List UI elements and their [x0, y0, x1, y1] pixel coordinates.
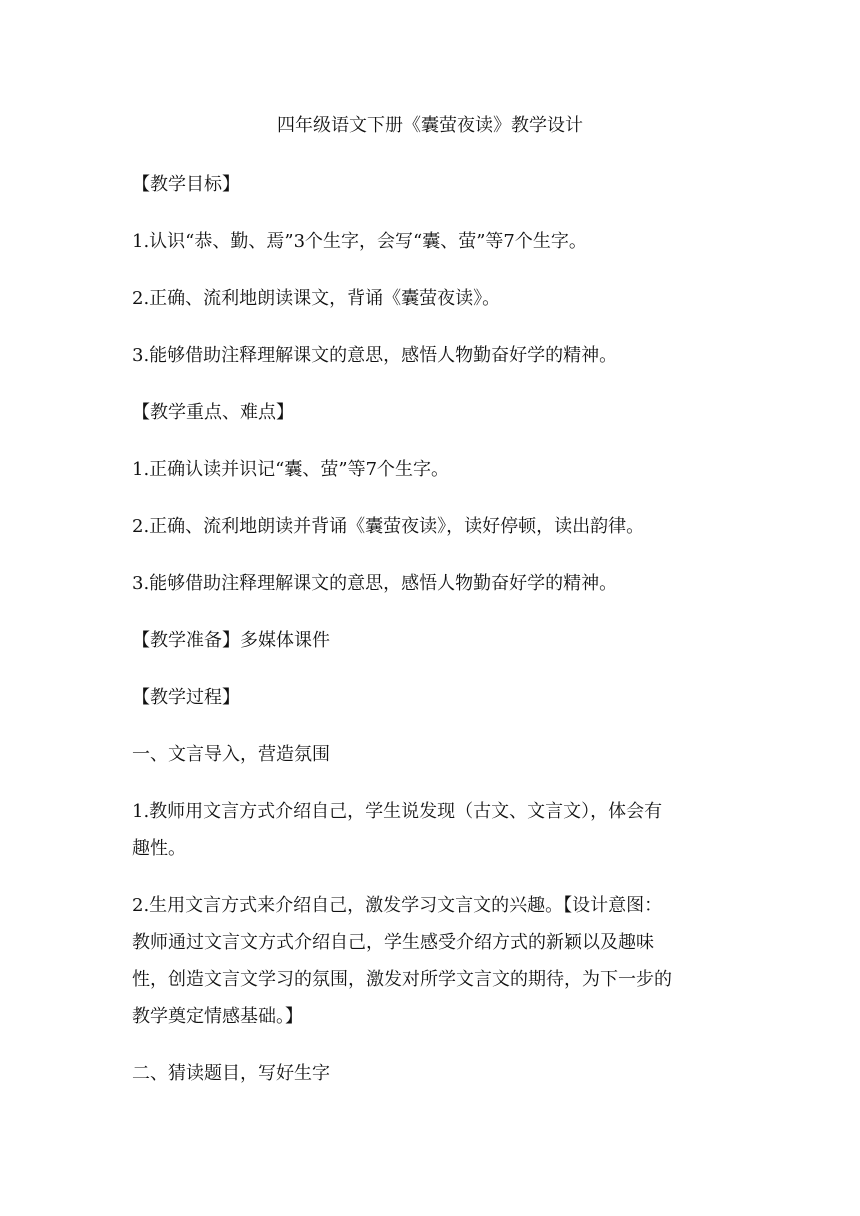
paragraph-line: 3.能够借助注释理解课文的意思，感悟人物勤奋好学的精神。: [132, 573, 618, 594]
paragraph-line: 2.正确、流利地朗读课文，背诵《囊萤夜读》。: [132, 288, 501, 309]
subsection-heading: 二、猜读题目，写好生字: [132, 1063, 330, 1084]
paragraph-line: 2.正确、流利地朗读并背诵《囊萤夜读》，读好停顿，读出韵律。: [132, 516, 645, 537]
section-heading-objectives: 【教学目标】: [132, 174, 240, 195]
paragraph-line: 2.生用文言方式来介绍自己，激发学习文言文的兴趣。【设计意图：: [132, 895, 663, 916]
document-title: 四年级语文下册《囊萤夜读》教学设计: [277, 115, 583, 136]
paragraph-line: 3.能够借助注释理解课文的意思，感悟人物勤奋好学的精神。: [132, 345, 618, 366]
paragraph-line: 趣性。: [132, 838, 186, 859]
subsection-heading: 一、文言导入，营造氛围: [132, 744, 330, 765]
paragraph-line: 教学奠定情感基础。】: [132, 1006, 303, 1027]
paragraph-line: 性，创造文言文学习的氛围，激发对所学文言文的期待，为下一步的: [132, 969, 672, 990]
section-heading-process: 【教学过程】: [132, 687, 240, 708]
paragraph-line: 教师通过文言文方式介绍自己，学生感受介绍方式的新颖以及趣味: [132, 932, 654, 953]
paragraph-line: 1.教师用文言方式介绍自己，学生说发现（古文、文言文），体会有: [132, 801, 663, 822]
section-heading-preparation: 【教学准备】多媒体课件: [132, 630, 330, 651]
section-heading-key-points: 【教学重点、难点】: [132, 402, 294, 423]
paragraph-line: 1.正确认读并识记“囊、萤”等7个生字。: [132, 459, 450, 480]
paragraph-line: 1.认识“恭、勤、焉”3个生字，会写“囊、萤”等7个生字。: [132, 231, 587, 252]
